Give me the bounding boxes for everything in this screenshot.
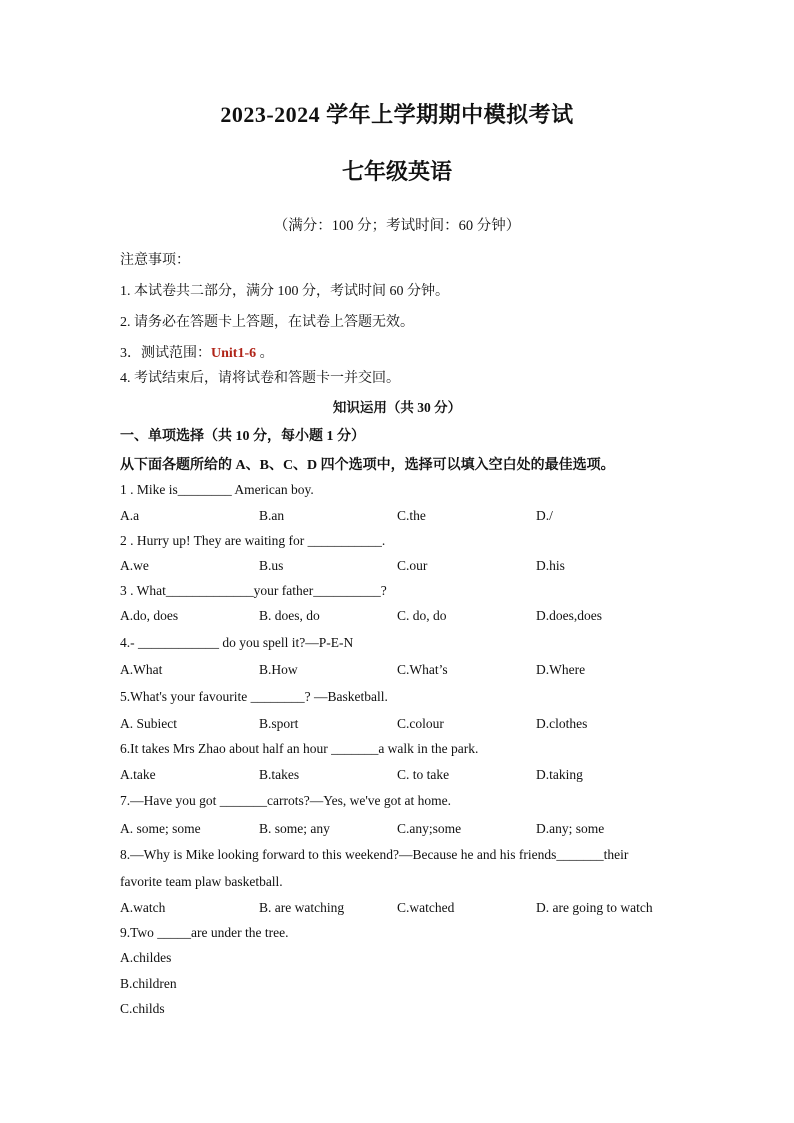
option-a: A.watch [120, 900, 166, 915]
option-d: D. are going to watch [536, 900, 653, 915]
note-2: 2. 请务必在答题卡上答题，在试卷上答题无效。 [120, 315, 414, 330]
exam-title: 2023-2024 学年上学期期中模拟考试 [220, 102, 574, 127]
question-3: 3 . What_____________your father__________? [120, 583, 387, 598]
option-a: A. some; some [120, 821, 201, 836]
test-range: Unit1-6 [211, 346, 257, 361]
option-a: A.take [120, 767, 156, 782]
notes-heading: 注意事项： [120, 253, 190, 268]
note-4: 4. 考试结束后，请将试卷和答题卡一并交回。 [120, 371, 400, 386]
option-b: B. some; any [259, 821, 330, 836]
option-c: C.watched [397, 900, 455, 915]
option-a: A.childes [120, 950, 172, 965]
exam-subject: 七年级英语 [341, 159, 452, 184]
option-c: C.childs [120, 1001, 165, 1016]
option-a: A. Subiect [120, 716, 177, 731]
question-8-continued: favorite team plaw basketball. [120, 874, 283, 889]
note-3-prefix: 3．测试范围： [120, 346, 211, 361]
option-c: C.What’s [397, 662, 448, 677]
option-c: C.our [397, 558, 428, 573]
option-b: B.children [120, 976, 177, 991]
option-d: D./ [536, 508, 553, 523]
option-d: D.clothes [536, 716, 588, 731]
option-d: D.taking [536, 767, 583, 782]
question-2: 2 . Hurry up! They are waiting for ___________. [120, 533, 386, 548]
question-4: 4.- ____________ do you spell it?—P-E-N [120, 635, 354, 650]
option-b: B. does, do [259, 608, 320, 623]
question-8: 8.—Why is Mike looking forward to this weekend?—Because he and his friends_______their [120, 847, 629, 862]
question-6: 6.It takes Mrs Zhao about half an hour _______a walk in the park. [120, 741, 479, 756]
option-b: B.sport [259, 716, 299, 731]
option-b: B.How [259, 662, 298, 677]
question-7: 7.—Have you got _______carrots?—Yes, we've got at home. [120, 793, 452, 808]
option-d: D.does,does [536, 608, 602, 623]
option-a: A.we [120, 558, 149, 573]
option-c: C.the [397, 508, 426, 523]
question-9: 9.Two _____are under the tree. [120, 925, 289, 940]
score-time: （满分：100 分；考试时间：60 分钟） [273, 218, 521, 234]
section-title: 知识运用（共 30 分） [332, 400, 462, 415]
option-b: B.us [259, 558, 284, 573]
option-a: A.do, does [120, 608, 179, 623]
note-3 [120, 342, 274, 362]
option-d: D.any; some [536, 821, 605, 836]
question-5: 5.What's your favourite ________? —Basketball. [120, 689, 388, 704]
part-instruction: 从下面各题所给的 A、B、C、D 四个选项中，选择可以填入空白处的最佳选项。 [120, 458, 615, 473]
part-title: 一、单项选择（共 10 分，每小题 1 分） [120, 429, 365, 444]
option-c: C. do, do [397, 608, 447, 623]
note-3-suffix: 。 [256, 346, 274, 361]
option-a: A.What [120, 662, 163, 677]
option-d: D.Where [536, 662, 586, 677]
option-b: B. are watching [259, 900, 345, 915]
option-c: C. to take [397, 767, 450, 782]
note-1: 1. 本试卷共二部分，满分 100 分，考试时间 60 分钟。 [120, 284, 449, 299]
option-b: B.an [259, 508, 285, 523]
option-d: D.his [536, 558, 565, 573]
option-c: C.any;some [397, 821, 462, 836]
question-1: 1 . Mike is________ American boy. [120, 482, 314, 497]
option-c: C.colour [397, 716, 444, 731]
option-a: A.a [120, 508, 140, 523]
option-b: B.takes [259, 767, 300, 782]
